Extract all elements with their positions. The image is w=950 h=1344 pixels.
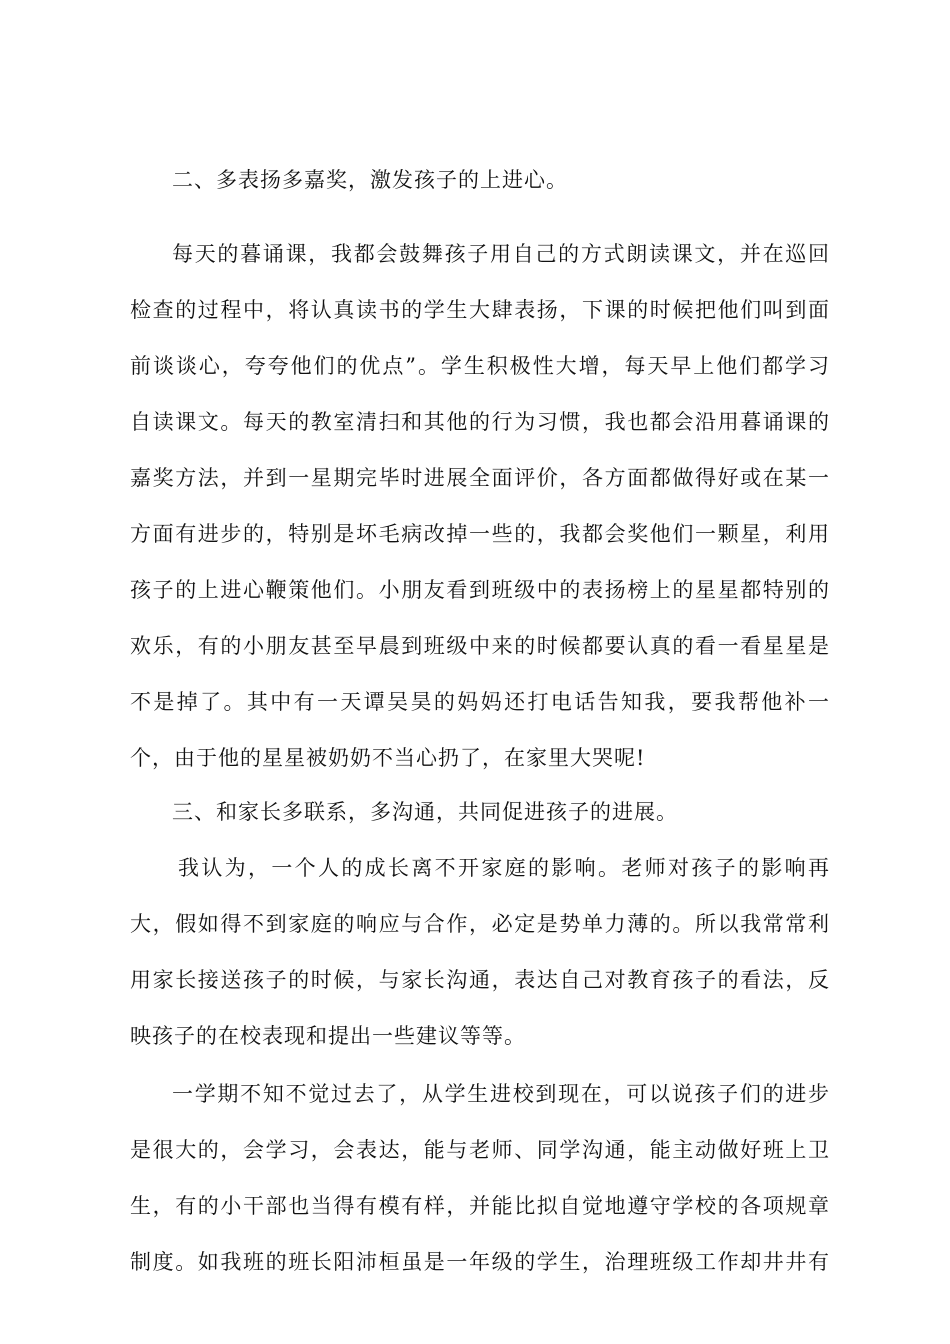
paragraph-line: 自读课文。每天的教室清扫和其他的行为习惯，我也都会沿用暮诵课的 (130, 410, 830, 434)
heading-praise: 二、多表扬多嘉奖，激发孩子的上进心。 (172, 168, 568, 192)
paragraph-line: 每天的暮诵课，我都会鼓舞孩子用自己的方式朗读课文，并在巡回 (172, 242, 830, 266)
paragraph-line: 映孩子的在校表现和提出一些建议等等。 (130, 1024, 526, 1048)
paragraph-line: 我认为，一个人的成长离不开家庭的影响。老师对孩子的影响再 (178, 856, 830, 880)
heading-parents: 三、和家长多联系，多沟通，共同促进孩子的进展。 (172, 800, 678, 824)
paragraph-line: 用家长接送孩子的时候，与家长沟通，表达自己对教育孩子的看法，反 (130, 968, 830, 992)
paragraph-line: 一学期不知不觉过去了，从学生进校到现在，可以说孩子们的进步 (172, 1082, 830, 1106)
paragraph-line: 生，有的小干部也当得有模有样，并能比拟自觉地遵守学校的各项规章 (130, 1194, 830, 1218)
paragraph-line: 是很大的，会学习，会表达，能与老师、同学沟通，能主动做好班上卫 (130, 1138, 830, 1162)
paragraph-line: 方面有进步的，特别是坏毛病改掉一些的，我都会奖他们一颗星，利用 (130, 522, 830, 546)
paragraph-line: 欢乐，有的小朋友甚至早晨到班级中来的时候都要认真的看一看星星是 (130, 634, 830, 658)
paragraph-line: 不是掉了。其中有一天谭吴昊的妈妈还打电话告知我，要我帮他补一 (130, 690, 830, 714)
paragraph-line: 嘉奖方法，并到一星期完毕时进展全面评价，各方面都做得好或在某一 (130, 466, 830, 490)
paragraph-line: 孩子的上进心鞭策他们。小朋友看到班级中的表扬榜上的星星都特别的 (130, 578, 830, 602)
paragraph-line: 大，假如得不到家庭的响应与合作，必定是势单力薄的。所以我常常利 (130, 912, 830, 936)
paragraph-line: 制度。如我班的班长阳沛桓虽是一年级的学生，治理班级工作却井井有 (130, 1250, 830, 1274)
paragraph-line: 前谈谈心，夸夸他们的优点”。学生积极性大增，每天早上他们都学习 (130, 354, 830, 378)
paragraph-line: 检查的过程中，将认真读书的学生大肆表扬，下课的时候把他们叫到面 (130, 298, 830, 322)
paragraph-line: 个，由于他的星星被奶奶不当心扔了，在家里大哭呢! (130, 746, 646, 770)
